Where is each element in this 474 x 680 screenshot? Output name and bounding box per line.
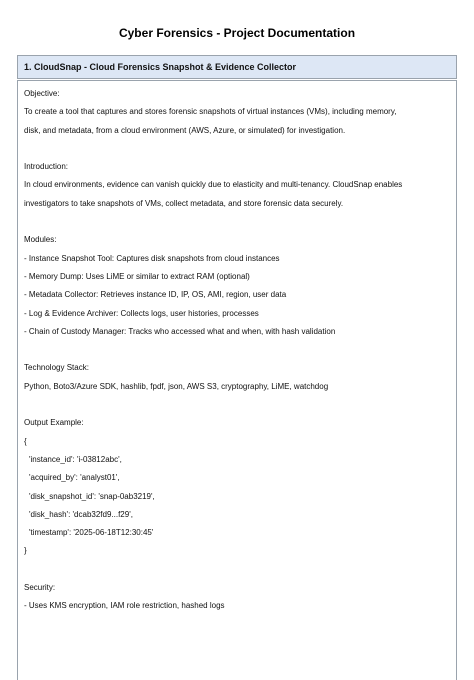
tech-stack-label: Technology Stack: [24, 363, 89, 373]
tech-stack-value: Python, Boto3/Azure SDK, hashlib, fpdf, json, AWS S3, cryptography, LiME, watchdog [24, 381, 329, 391]
output-line: 'disk_hash': 'dcab32fd9...f29', [29, 509, 133, 519]
output-line: 'acquired_by': 'analyst01', [29, 473, 120, 483]
module-item: - Chain of Custody Manager: Tracks who accessed what and when, with hash validation [24, 326, 336, 336]
introduction-label: Introduction: [24, 162, 69, 172]
module-item: - Metadata Collector: Retrieves instance ID, IP, OS, AMI, region, user data [24, 290, 287, 300]
module-item: - Log & Evidence Archiver: Collects logs, user histories, processes [24, 308, 259, 318]
modules-label: Modules: [24, 235, 57, 245]
section-heading: 1. CloudSnap - Cloud Forensics Snapshot & Evidence Collector [17, 55, 457, 79]
output-open-brace: { [24, 436, 27, 446]
security-item: - Uses KMS encryption, IAM role restriction, hashed logs [24, 601, 225, 611]
introduction-text-line-2: investigators to take snapshots of VMs, collect metadata, and store forensic data securely. [24, 198, 344, 208]
page-title: Cyber Forensics - Project Documentation [118, 26, 356, 40]
objective-label: Objective: [24, 89, 60, 98]
blank-line [24, 213, 456, 231]
blank-line [24, 140, 456, 158]
output-close-brace: } [24, 546, 27, 556]
blank-line [24, 396, 456, 414]
blank-line [24, 561, 456, 579]
blank-line [24, 341, 456, 359]
objective-text-line-1: To create a tool that captures and stores forensic snapshots of virtual instances (VMs), including memory, [24, 107, 397, 117]
output-line: 'timestamp': '2025-06-18T12:30:45' [29, 528, 154, 538]
security-label: Security: [24, 583, 56, 593]
module-item: - Memory Dump: Uses LiME or similar to extract RAM (optional) [24, 271, 250, 281]
section-content [17, 80, 457, 680]
output-example-label: Output Example: [24, 418, 84, 428]
output-line: 'instance_id': 'i-03812abc', [29, 454, 122, 464]
objective-text-line-2: disk, and metadata, from a cloud environment (AWS, Azure, or simulated) for investigation. [24, 125, 346, 135]
module-item: - Instance Snapshot Tool: Captures disk snapshots from cloud instances [24, 253, 280, 263]
introduction-text-line-1: In cloud environments, evidence can vanish quickly due to elasticity and multi-tenancy. CloudSnap enables [24, 180, 403, 190]
output-line: 'disk_snapshot_id': 'snap-0ab3219', [29, 491, 155, 501]
